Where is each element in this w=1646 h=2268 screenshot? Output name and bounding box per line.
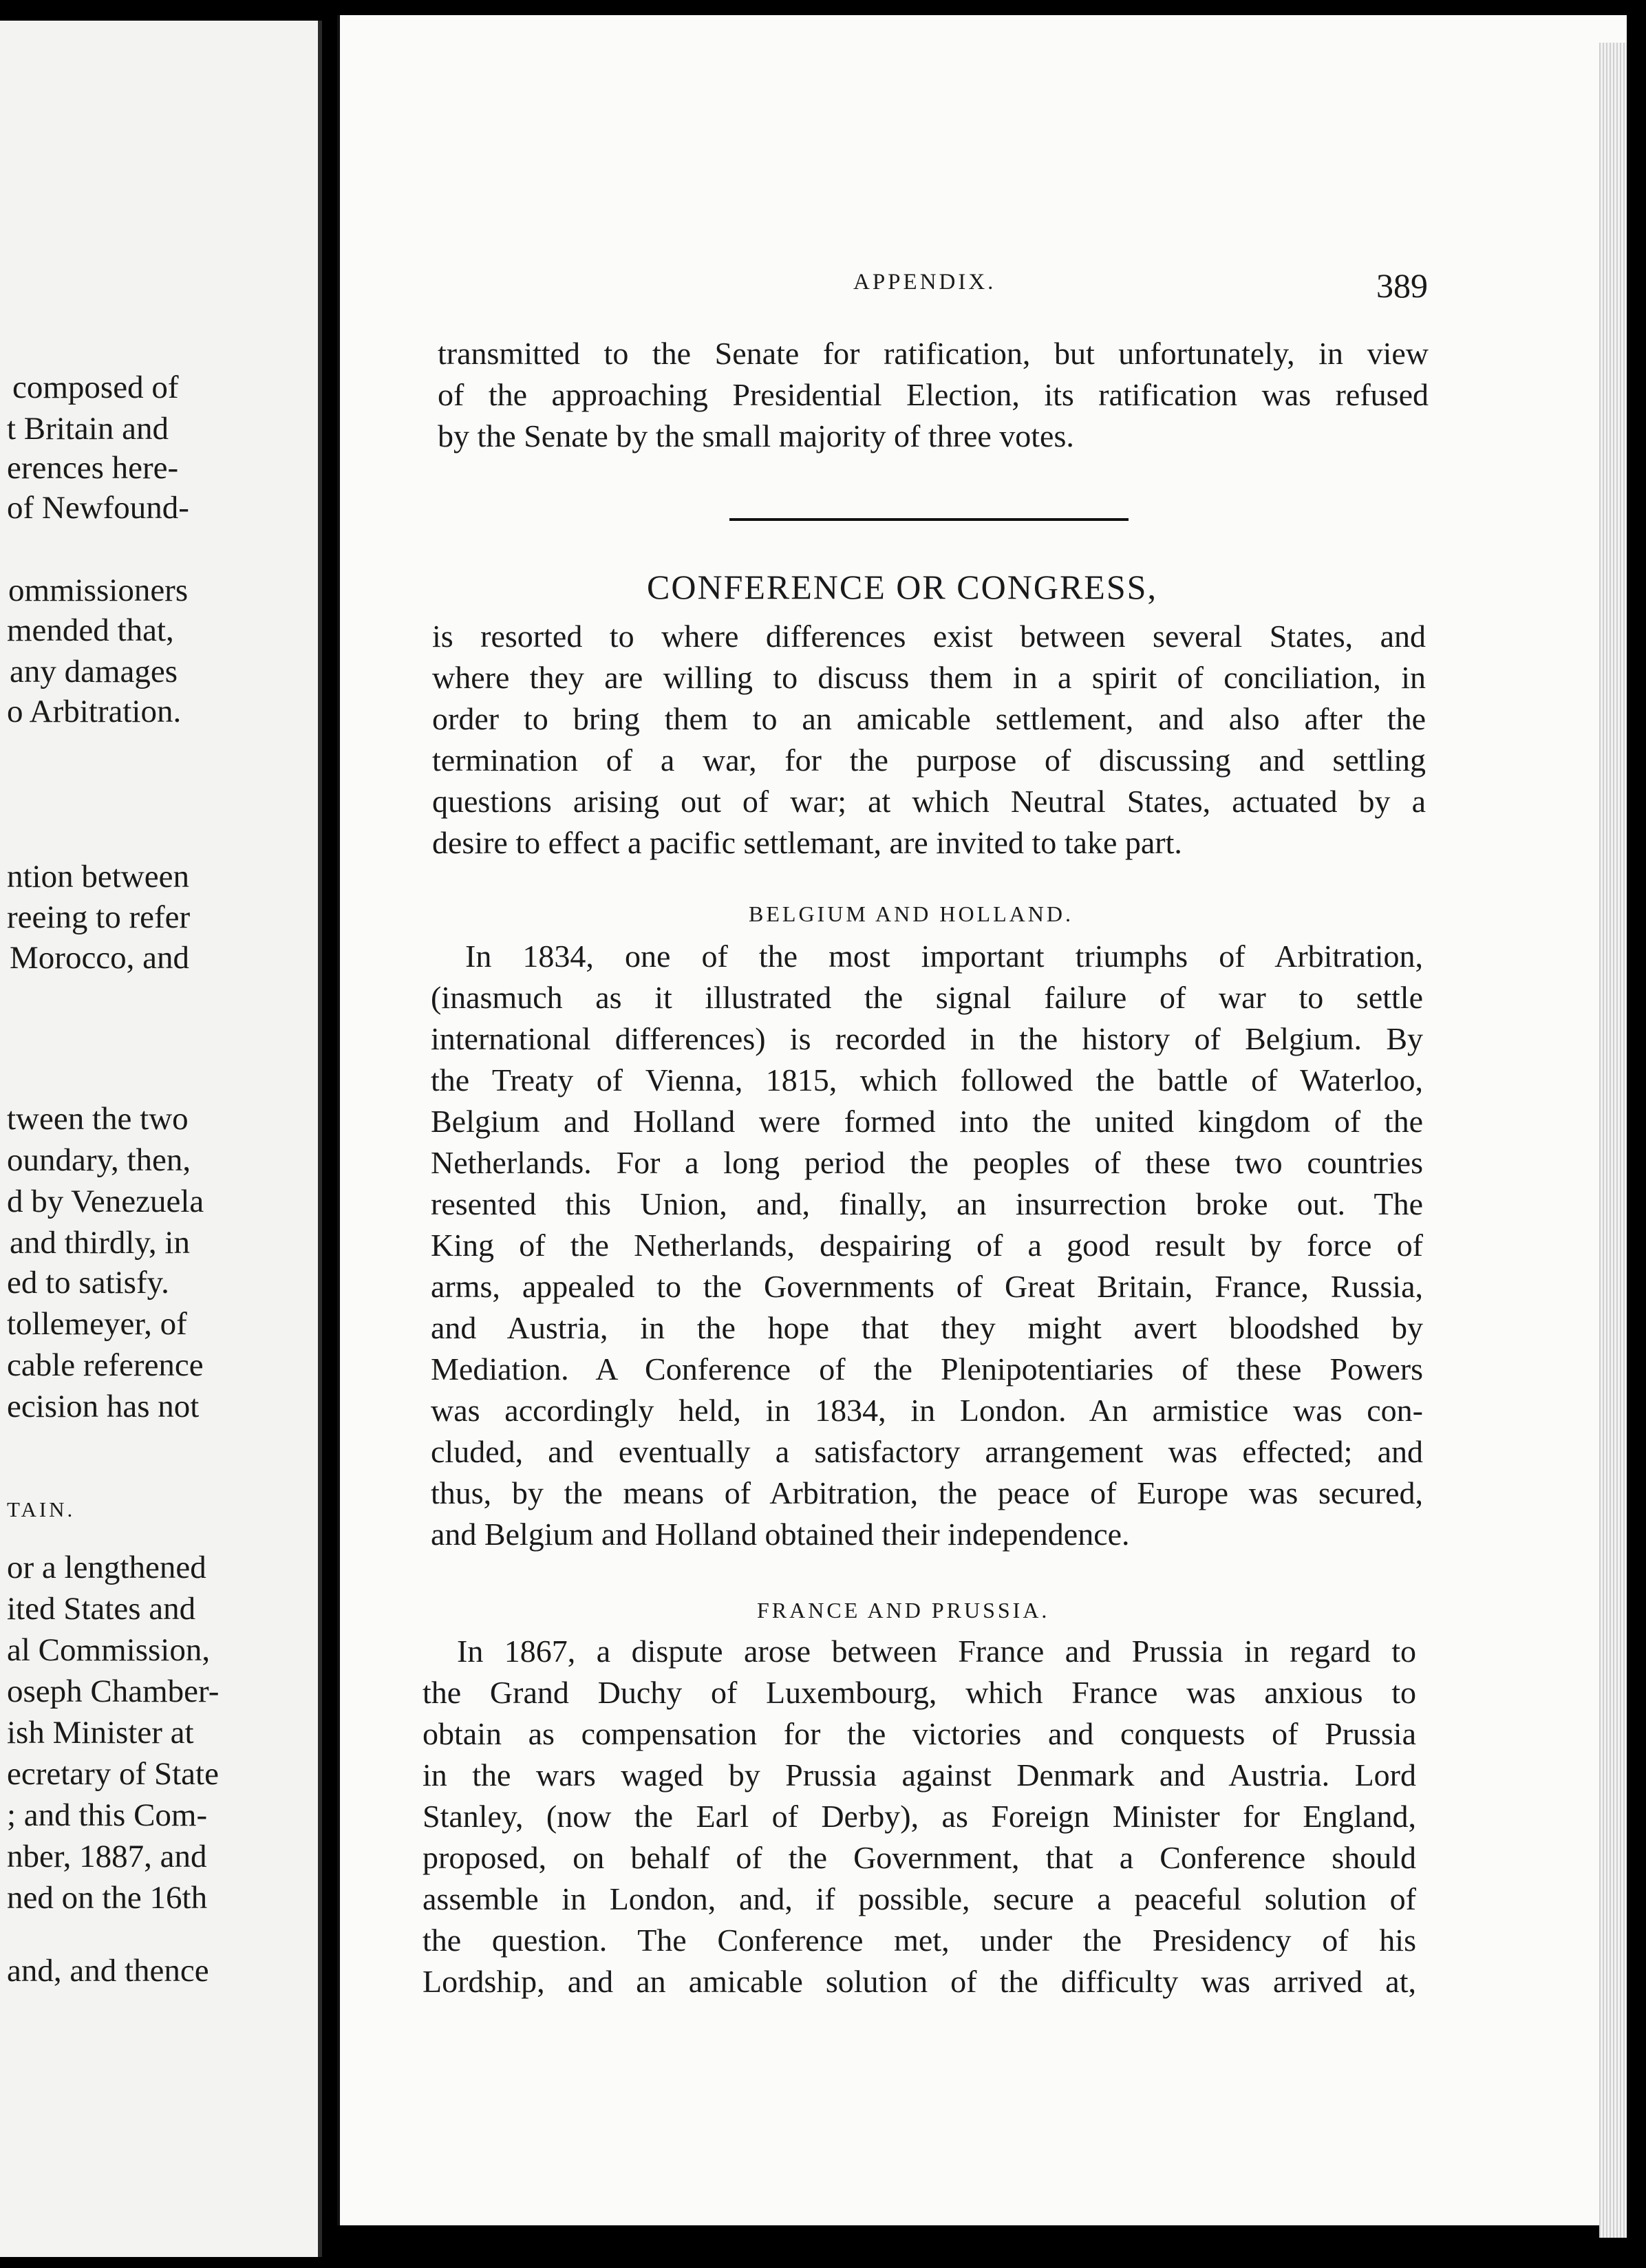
left-line: TAIN. — [7, 1497, 76, 1521]
text-line: by the Senate by the small majority of three votes. — [438, 418, 1074, 453]
section-heading: CONFERENCE OR CONGRESS, — [647, 568, 1157, 606]
subheading-france: FRANCE AND PRUSSIA. — [757, 1598, 1050, 1623]
text-line: is resorted to where differences exist between several States, and — [432, 619, 1426, 654]
left-line: t Britain and — [7, 411, 169, 447]
left-line: composed of — [12, 370, 179, 405]
left-line: Morocco, and — [10, 940, 190, 976]
text-line: and Belgium and Holland obtained their independence. — [431, 1517, 1130, 1552]
left-line: oundary, then, — [7, 1142, 191, 1178]
page-edge — [1599, 43, 1627, 2238]
left-line: cable reference — [7, 1347, 204, 1383]
section-paragraph — [432, 616, 1426, 864]
opening-paragraph — [438, 333, 1429, 457]
left-line: ed to satisfy. — [7, 1265, 169, 1301]
left-line: ommissioners — [8, 573, 189, 608]
text-line: international differences) is recorded in the history of Belgium. By — [431, 1021, 1423, 1056]
text-line: resented this Union, and, finally, an insurrection broke out. The — [431, 1186, 1423, 1221]
text-line: where they are willing to discuss them in a spirit of conciliation, in — [432, 660, 1426, 695]
text-line: was accordingly held, in 1834, in London. An armistice was con- — [431, 1393, 1423, 1428]
text-line: King of the Netherlands, despairing of a good result by force of — [431, 1228, 1423, 1263]
left-line: al Commission, — [7, 1632, 211, 1668]
subheading-belgium: BELGIUM AND HOLLAND. — [749, 901, 1073, 926]
text-line: (inasmuch as it illustrated the signal failure of war to settle — [431, 980, 1423, 1015]
text-line: arms, appealed to the Governments of Great Britain, France, Russia, — [431, 1269, 1423, 1304]
text-line: cluded, and eventually a satisfactory arrangement was effected; and — [431, 1434, 1423, 1469]
text-line: Netherlands. For a long period the peoples of these two countries — [431, 1145, 1423, 1180]
text-line: proposed, on behalf of the Government, that a Conference should — [423, 1840, 1416, 1875]
left-line: ned on the 16th — [7, 1880, 208, 1916]
left-line: mended that, — [7, 612, 174, 648]
left-line: oseph Chamber- — [7, 1673, 220, 1709]
left-line: of Newfound- — [7, 490, 189, 526]
left-line: ntion between — [7, 859, 189, 895]
left-line: reeing to refer — [7, 899, 191, 935]
left-line: d by Venezuela — [7, 1184, 204, 1219]
text-line: desire to effect a pacific settlemant, are invited to take part. — [432, 825, 1182, 860]
text-line: questions arising out of war; at which Neutral States, actuated by a — [432, 784, 1426, 819]
book-gutter — [322, 21, 337, 2257]
text-line: obtain as compensation for the victories and conquests of Prussia — [423, 1716, 1416, 1751]
text-line: Stanley, (now the Earl of Derby), as Foreign Minister for England, — [423, 1799, 1416, 1834]
left-line: ecision has not — [7, 1389, 200, 1424]
left-line: ish Minister at — [7, 1715, 194, 1751]
left-line: ecretary of State — [7, 1756, 219, 1792]
left-line: ited States and — [7, 1591, 196, 1627]
text-line: transmitted to the Senate for ratification, but unfortunately, in view — [438, 336, 1429, 371]
text-line: In 1834, one of the most important triumphs of Arbitration, — [465, 939, 1423, 974]
text-line: order to bring them to an amicable settlement, and also after the — [432, 701, 1426, 736]
left-line: and, and thence — [7, 1953, 209, 1989]
text-line: of the approaching Presidential Election, its ratification was refused — [438, 377, 1429, 412]
text-line: the Treaty of Vienna, 1815, which followed the battle of Waterloo, — [431, 1062, 1423, 1098]
text-line: termination of a war, for the purpose of discussing and settling — [432, 742, 1426, 778]
text-line: Mediation. A Conference of the Plenipotentiaries of these Powers — [431, 1351, 1423, 1387]
text-line: in the wars waged by Prussia against Denmark and Austria. Lord — [423, 1757, 1416, 1793]
page-number: 389 — [1376, 266, 1428, 305]
text-line: and Austria, in the hope that they might avert bloodshed by — [431, 1310, 1423, 1345]
text-line: Belgium and Holland were formed into the united kingdom of the — [431, 1104, 1423, 1139]
left-line: any damages — [10, 654, 178, 689]
text-line: the Grand Duchy of Luxembourg, which France was anxious to — [423, 1675, 1416, 1710]
left-page — [0, 21, 322, 2257]
running-head: APPENDIX. — [853, 270, 996, 295]
text-line: Lordship, and an amicable solution of the difficulty was arrived at, — [423, 1964, 1416, 1999]
left-line: tween the two — [7, 1101, 189, 1137]
text-line: thus, by the means of Arbitration, the peace of Europe was secured, — [431, 1475, 1423, 1510]
section-rule — [729, 518, 1129, 521]
left-line: o Arbitration. — [7, 694, 182, 729]
left-line: and thirdly, in — [10, 1225, 190, 1261]
left-line: or a lengthened — [7, 1550, 206, 1585]
left-line: nber, 1887, and — [7, 1839, 207, 1874]
text-line: the question. The Conference met, under the Presidency of his — [423, 1923, 1416, 1958]
left-line: tollemeyer, of — [7, 1306, 187, 1342]
text-line: In 1867, a dispute arose between France and Prussia in regard to — [457, 1634, 1416, 1669]
text-line: assemble in London, and, if possible, secure a peaceful solution of — [423, 1881, 1416, 1916]
left-line: erences here- — [7, 450, 179, 486]
belgium-paragraph — [431, 936, 1423, 1555]
left-line: ; and this Com- — [7, 1797, 208, 1833]
france-paragraph — [423, 1631, 1416, 2002]
